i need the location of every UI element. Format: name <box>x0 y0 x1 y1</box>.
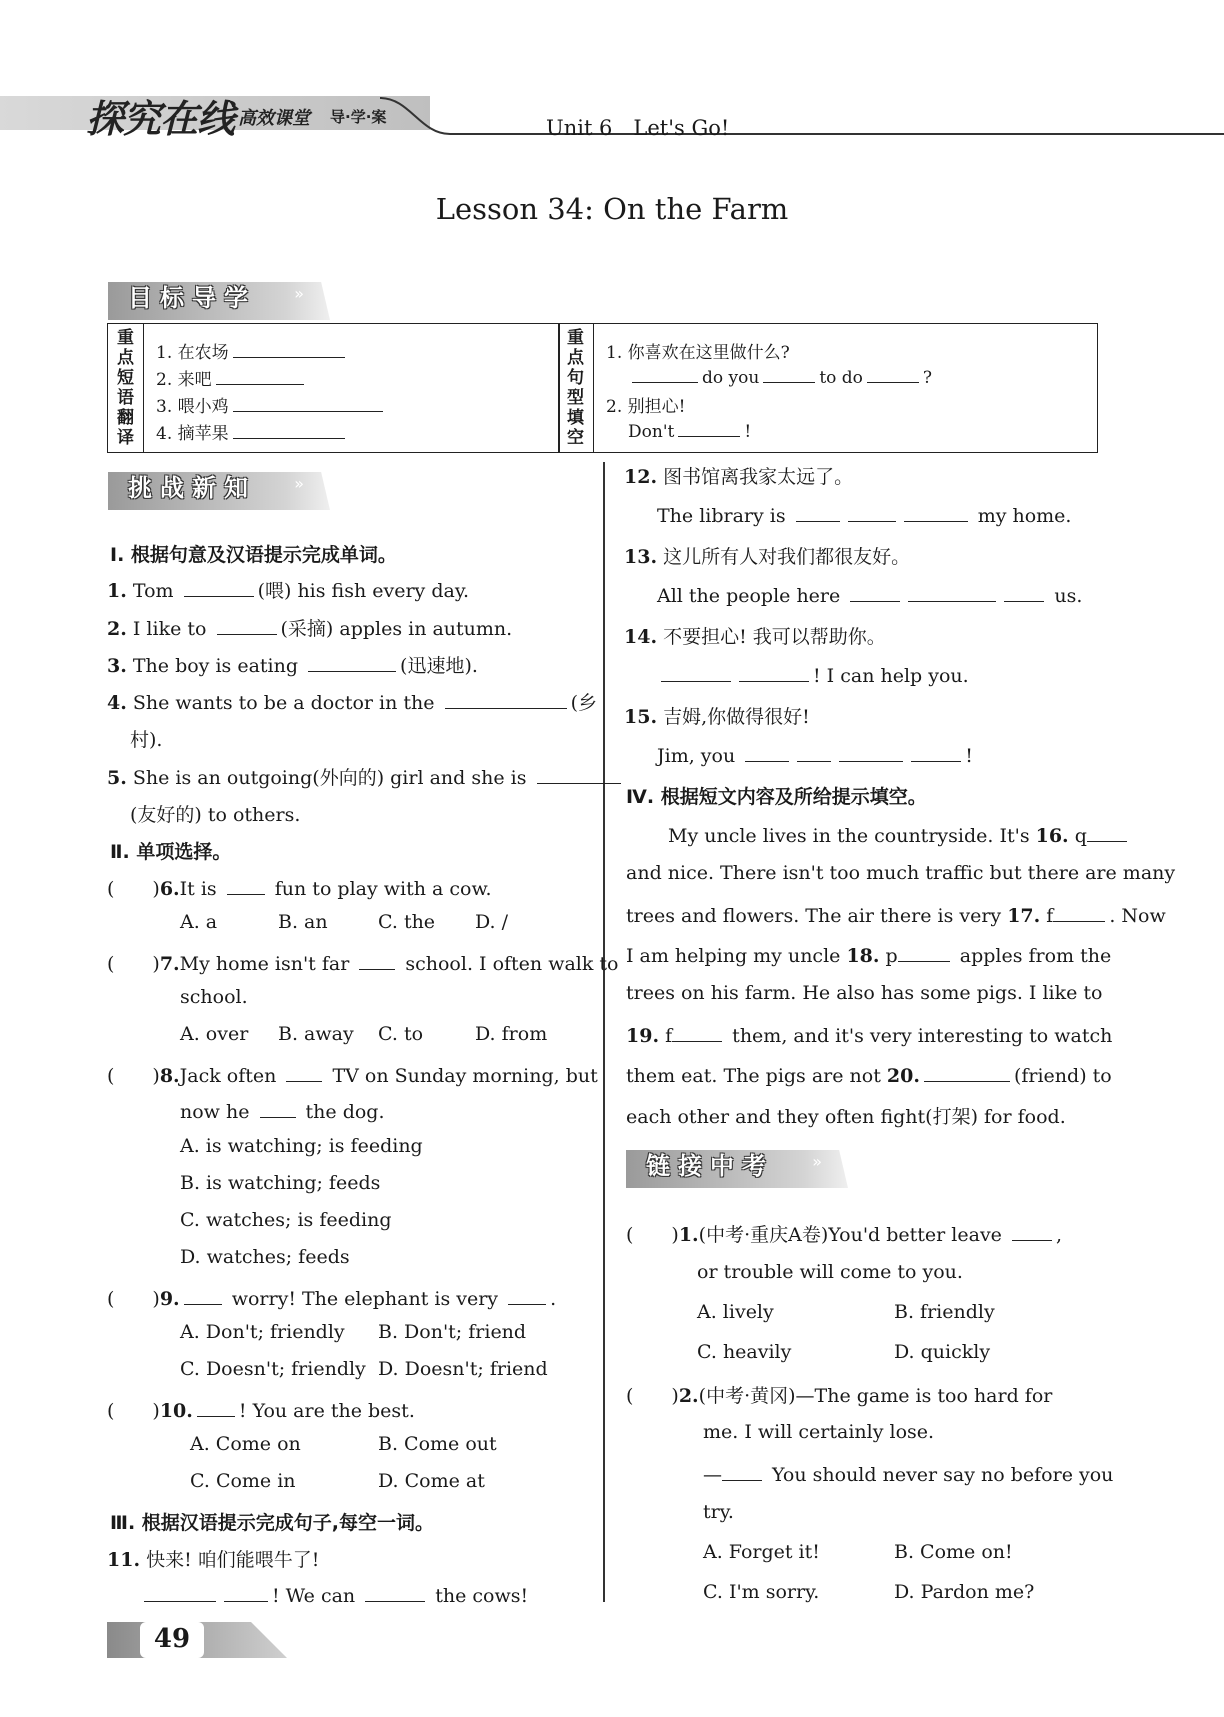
phrase-translation-header: 重 点 短 语 翻 译 <box>108 324 144 452</box>
section-heading: Ⅰ. 根据句意及汉语提示完成单词。 <box>110 544 397 566</box>
sentence-fill-header: 重 点 句 型 填 空 <box>558 324 594 452</box>
option: A. a <box>180 911 218 933</box>
sentence-item-cn: 1. 你喜欢在这里做什么? <box>606 343 790 363</box>
phrase-item: 3. 喂小鸡 <box>156 392 387 417</box>
question-15: 15. 吉姆,你做得很好! <box>624 706 810 728</box>
exam-question-2: ( )2.(中考·黄冈)—The game is too hard for <box>626 1385 1053 1407</box>
option: C. I'm sorry. <box>703 1581 820 1603</box>
passage-line: 19. f them, and it's very interesting to watch <box>626 1022 1112 1047</box>
option: C. the <box>378 911 436 933</box>
question-1: 1. Tom (喂) his fish every day. <box>107 576 469 603</box>
passage-line: them eat. The pigs are not 20. (friend) to <box>626 1062 1112 1087</box>
phrase-item: 4. 摘苹果 <box>156 419 349 444</box>
brand-tag: 导·学·案 <box>330 108 387 126</box>
question-7: ( )7.My home isn't far school. I often walk to <box>107 949 619 976</box>
brand-logo: 探究在线 <box>86 97 235 141</box>
double-chevron-icon: » <box>812 1152 822 1171</box>
option: D. / <box>475 911 509 933</box>
option: D. watches; feeds <box>180 1246 350 1268</box>
header-rule <box>380 96 1224 146</box>
section-heading: Ⅳ. 根据短文内容及所给提示填空。 <box>626 786 927 808</box>
section-heading: Ⅱ. 单项选择。 <box>110 841 232 863</box>
banner-challenge <box>108 468 330 510</box>
sentence-item-blank: do you to do ? <box>628 365 932 388</box>
option: A. Come on <box>190 1433 301 1455</box>
question-8-cont: now he the dog. <box>180 1098 385 1123</box>
section-heading: Ⅲ. 根据汉语提示完成句子,每空一词。 <box>110 1512 435 1534</box>
exam-question-2-line4: try. <box>703 1501 734 1523</box>
option: D. Doesn't; friend <box>378 1358 548 1380</box>
sentence-item-cn: 2. 别担心! <box>606 397 686 417</box>
banner-goals-label: 目标导学 <box>128 284 256 312</box>
question-11-answer: ! We can the cows! <box>140 1582 528 1607</box>
question-10: ( )10. ! You are the best. <box>107 1396 415 1423</box>
phrase-item: 2. 来吧 <box>156 365 308 390</box>
banner-exam <box>626 1146 848 1188</box>
unit-title: Unit 6 Let's Go! <box>546 116 730 140</box>
column-divider <box>603 462 605 1602</box>
question-6: ( )6.It is fun to play with a cow. <box>107 874 492 901</box>
question-5: 5. She is an outgoing(外向的) girl and she is <box>107 763 625 790</box>
option: B. friendly <box>894 1301 995 1323</box>
option: D. Come at <box>378 1470 485 1492</box>
option: A. Forget it! <box>703 1541 820 1563</box>
option: C. to <box>378 1023 424 1045</box>
question-3: 3. The boy is eating (迅速地). <box>107 651 478 678</box>
exam-question-1-cont: or trouble will come to you. <box>697 1261 963 1283</box>
banner-challenge-label: 挑战新知 <box>128 474 256 502</box>
brand-subtitle: 高效课堂 <box>238 108 310 129</box>
option: B. away <box>278 1023 354 1045</box>
question-8: ( )8.Jack often TV on Sunday morning, but <box>107 1061 598 1088</box>
question-12: 12. 图书馆离我家太远了。 <box>624 466 854 488</box>
question-15-answer: Jim, you ! <box>657 742 973 767</box>
option: B. is watching; feeds <box>180 1172 381 1194</box>
option: B. Don't; friend <box>378 1321 527 1343</box>
question-2: 2. I like to (采摘) apples in autumn. <box>107 614 512 641</box>
banner-goals <box>108 278 330 320</box>
option: B. an <box>278 911 328 933</box>
option: D. quickly <box>894 1341 991 1363</box>
option: A. Don't; friendly <box>180 1321 345 1343</box>
objectives-table <box>107 323 1098 453</box>
option: D. from <box>475 1023 548 1045</box>
question-13: 13. 这儿所有人对我们都很友好。 <box>624 546 911 568</box>
option: B. Come on! <box>894 1541 1013 1563</box>
lesson-title: Lesson 34: On the Farm <box>435 192 789 226</box>
option: C. Come in <box>190 1470 296 1492</box>
double-chevron-icon: » <box>294 284 304 303</box>
option: A. is watching; is feeding <box>180 1135 423 1157</box>
sentence-item-blank: Don't ! <box>628 419 751 442</box>
question-12-answer: The library is my home. <box>657 502 1071 527</box>
passage-line: trees and flowers. The air there is very 17. f . Now <box>626 902 1166 927</box>
page-number: 49 <box>153 1624 191 1654</box>
option: C. watches; is feeding <box>180 1209 392 1231</box>
question-5-cont: (友好的) to others. <box>130 804 301 826</box>
passage-line: My uncle lives in the countryside. It's 16. q <box>668 822 1131 847</box>
phrase-item: 1. 在农场 <box>156 338 349 363</box>
exam-question-2-cont: me. I will certainly lose. <box>703 1421 935 1443</box>
passage-line: each other and they often fight(打架) for food. <box>626 1106 1066 1128</box>
question-14-answer: ! I can help you. <box>657 662 969 687</box>
question-9: ( )9. worry! The elephant is very . <box>107 1284 556 1311</box>
option: C. heavily <box>697 1341 792 1363</box>
question-4: 4. She wants to be a doctor in the (乡 <box>107 688 597 715</box>
option: A. over <box>180 1023 249 1045</box>
question-4-cont: 村). <box>130 729 163 751</box>
question-7-cont: school. <box>180 986 248 1008</box>
double-chevron-icon: » <box>294 474 304 493</box>
question-13-answer: All the people here us. <box>657 582 1082 607</box>
exam-question-2-line3: — You should never say no before you <box>703 1461 1113 1486</box>
passage-line: trees on his farm. He also has some pigs. I like to <box>626 982 1103 1004</box>
passage-line: I am helping my uncle 18. p apples from the <box>626 942 1111 967</box>
passage-line: and nice. There isn't too much traffic but there are many <box>626 862 1176 884</box>
option: B. Come out <box>378 1433 497 1455</box>
question-14: 14. 不要担心! 我可以帮助你。 <box>624 626 886 648</box>
option: C. Doesn't; friendly <box>180 1358 366 1380</box>
question-11: 11. 快来! 咱们能喂牛了! <box>107 1549 320 1571</box>
option: D. Pardon me? <box>894 1581 1035 1603</box>
exam-question-1: ( )1.(中考·重庆A卷)You'd better leave , <box>626 1220 1062 1247</box>
banner-exam-label: 链接中考 <box>646 1152 774 1180</box>
option: A. lively <box>697 1301 774 1323</box>
